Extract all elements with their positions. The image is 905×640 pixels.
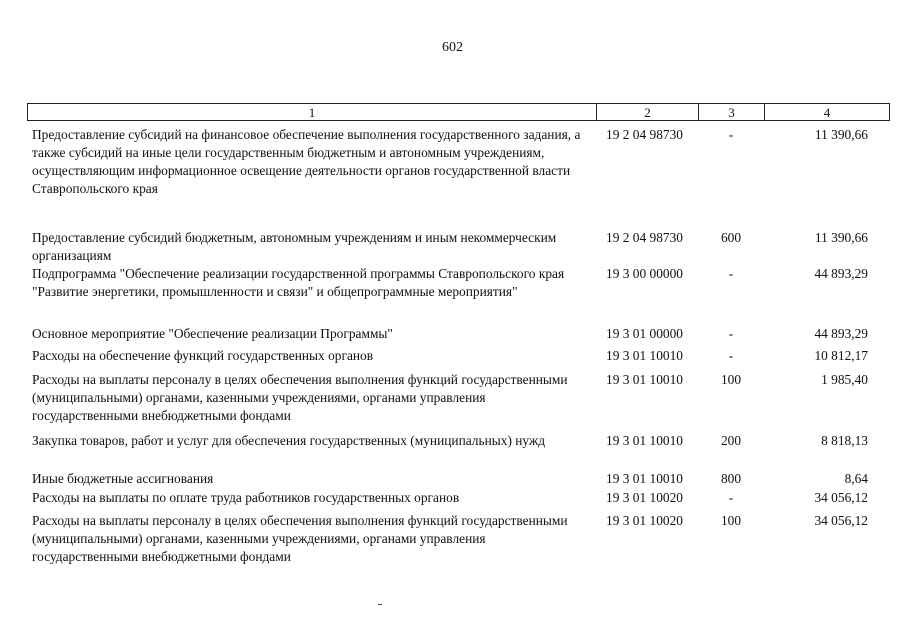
row-amount: 10 812,17 [814,348,868,363]
row-code: 19 3 01 10010 [606,471,683,486]
row-code: 19 3 01 00000 [606,326,683,341]
row-type: - [728,127,734,142]
row-type: 600 [720,230,742,245]
row-type: - [728,266,734,281]
row-name: Основное мероприятие "Обеспечение реализации Программы" [32,326,393,341]
row-type: - [728,326,734,341]
row-type: 100 [720,372,742,387]
row-type: 200 [720,433,742,448]
row-type: - [728,490,734,505]
scan-mark [378,604,382,605]
row-name: Расходы на выплаты по оплате труда работников государственных органов [32,490,460,505]
row-code: 19 3 01 10010 [606,348,683,363]
row-code: 19 3 01 10010 [606,372,683,387]
row-amount: 11 390,66 [814,230,868,245]
row-name: Предоставление субсидий на финансовое обеспечение выполнения государственного задания, а также субсидий на иные цели государственным бюджетным и автономным учреждениям, осуществляющим информационное освещение деятельности органов государственной власти Ставропольского края [32,127,581,196]
row-name: Расходы на выплаты персоналу в целях обеспечения выполнения функций государственными (муниципальными) органами, казенными учреждениями, органами управления государственными внебюджетными фондами [32,513,568,564]
row-amount: 44 893,29 [814,266,868,281]
column-header-1: 1 [27,103,597,121]
row-name: Предоставление субсидий бюджетным, автономным учреждениям и иным некоммерческим организациям [32,230,557,263]
row-type: 100 [720,513,742,528]
row-amount: 8,64 [844,471,868,486]
row-code: 19 3 01 10020 [606,490,683,505]
row-amount: 44 893,29 [814,326,868,341]
row-name: Подпрограмма "Обеспечение реализации государственной программы Ставропольского края "Развитие энергетики, промышленности и связи" и общепрограммные мероприятия" [32,266,565,299]
row-type: - [728,348,734,363]
row-name: Расходы на выплаты персоналу в целях обеспечения выполнения функций государственными (муниципальными) органами, казенными учреждениями, органами управления государственными внебюджетными фондами [32,372,568,423]
row-code: 19 2 04 98730 [606,127,683,142]
column-header-2: 2 [596,103,699,121]
row-name: Иные бюджетные ассигнования [32,471,214,486]
row-code: 19 2 04 98730 [606,230,683,245]
row-amount: 34 056,12 [814,490,868,505]
page-number: 602 [442,40,463,55]
row-code: 19 3 01 10010 [606,433,683,448]
row-name: Расходы на обеспечение функций государственных органов [32,348,374,363]
row-code: 19 3 01 10020 [606,513,683,528]
column-header-4: 4 [764,103,890,121]
row-code: 19 3 00 00000 [606,266,683,281]
row-name: Закупка товаров, работ и услуг для обеспечения государственных (муниципальных) нужд [32,433,546,448]
column-header-3: 3 [698,103,765,121]
row-amount: 34 056,12 [814,513,868,528]
row-amount: 1 985,40 [821,372,868,387]
row-amount: 11 390,66 [814,127,868,142]
row-amount: 8 818,13 [821,433,868,448]
row-type: 800 [720,471,742,486]
